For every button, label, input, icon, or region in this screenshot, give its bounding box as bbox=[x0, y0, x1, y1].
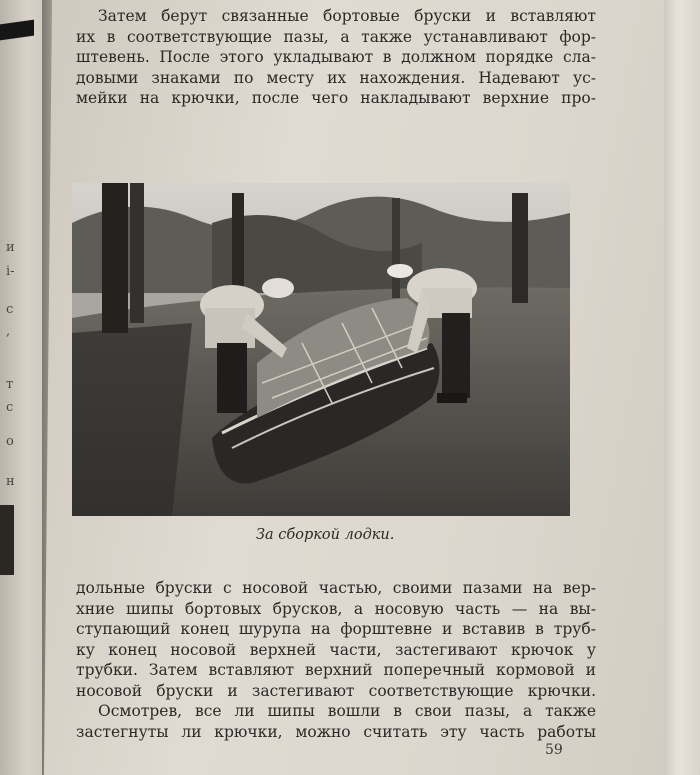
left-page-letter: н bbox=[6, 474, 15, 489]
photo-illustration bbox=[72, 183, 570, 516]
text-line: Осмотрев, все ли шипы вошли в свои пазы, а также bbox=[98, 702, 596, 720]
text-line: дольные бруски с носовой частью, своими пазами на вер- bbox=[76, 579, 596, 597]
left-page-letter: и bbox=[6, 240, 15, 255]
left-page-letter: с bbox=[6, 302, 14, 317]
left-page-letter: і- bbox=[6, 264, 15, 279]
photo-caption: За сборкой лодки. bbox=[256, 527, 395, 543]
bottom-paragraph bbox=[76, 578, 596, 742]
text-line: ку конец носовой верхней части, застегивают крючок у bbox=[76, 640, 596, 659]
text-line: Затем берут связанные бортовые бруски и вставляют bbox=[98, 7, 596, 25]
left-page-letter: о bbox=[6, 434, 14, 449]
text-line: носовой бруски и застегивают соответствующие крючки. bbox=[76, 681, 596, 700]
page-number: 59 bbox=[545, 742, 563, 758]
text-line: застегнуты ли крючки, можно считать эту часть работы bbox=[76, 722, 596, 741]
page-edge bbox=[664, 0, 700, 775]
text-line: ступающий конец шурупа на форштевне и вставив в труб- bbox=[76, 620, 596, 638]
left-page-letter: , bbox=[6, 324, 11, 339]
text-line: трубки. Затем вставляют верхний поперечный кормовой и bbox=[76, 661, 596, 679]
black-mark bbox=[0, 20, 34, 41]
left-page-fragment bbox=[0, 0, 46, 775]
top-paragraph bbox=[76, 6, 596, 109]
text-line: штевень. После этого укладывают в должном порядке сла- bbox=[76, 48, 596, 66]
left-page-letter: т bbox=[6, 377, 14, 392]
text-line: их в соответствующие пазы, а также устанавливают фор- bbox=[76, 27, 596, 46]
text-line: довыми знаками по месту их нахождения. Надевают ус- bbox=[76, 68, 596, 87]
boat-assembly-photo bbox=[72, 183, 570, 516]
text-line: мейки на крючки, после чего накладывают верхние про- bbox=[76, 89, 596, 107]
text-line: хние шипы бортовых брусков, а носовую часть — на вы- bbox=[76, 599, 596, 618]
ink-stain bbox=[0, 505, 14, 575]
left-page-letter: с bbox=[6, 400, 14, 415]
